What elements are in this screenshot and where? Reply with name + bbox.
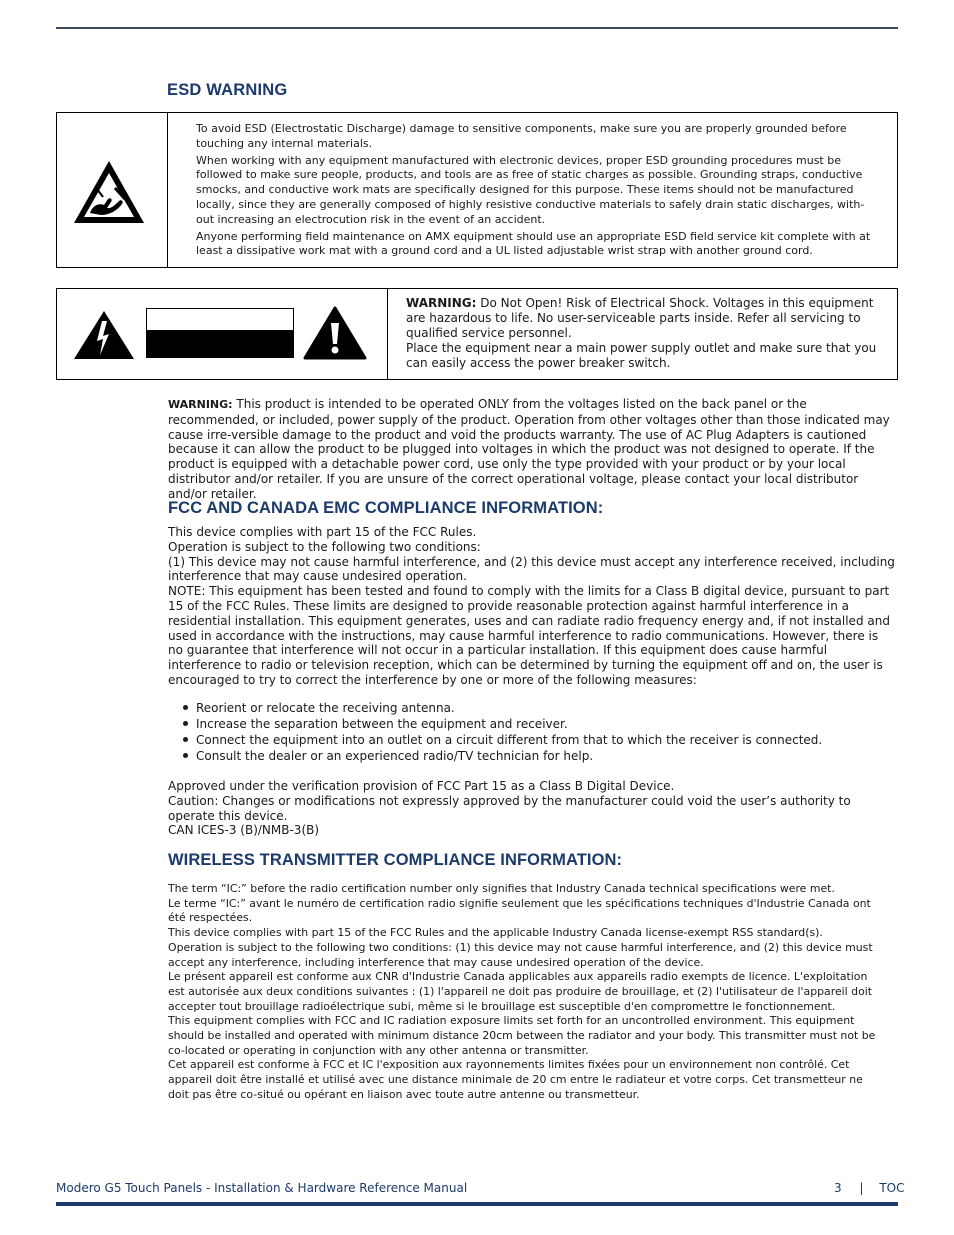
list-item <box>168 700 896 716</box>
wireless-heading: WIRELESS TRANSMITTER COMPLIANCE INFORMATION: <box>168 851 623 869</box>
fcc-approval-line: Caution: Changes or modifications not expressly approved by the manufacturer could void the user’s authority to operate this device. <box>168 793 851 823</box>
fcc-approval-line: CAN ICES-3 (B)/NMB-3(B) <box>168 823 320 838</box>
esd-paragraph: To avoid ESD (Electrostatic Discharge) damage to sensitive components, make sure you are properly grounded before touching any internal materials. <box>196 122 847 150</box>
fcc-approval-line: Approved under the verification provision of FCC Part 15 as a Class B Digital Device. <box>168 779 675 793</box>
esd-warning-box <box>56 112 898 268</box>
wireless-line: This equipment complies with FCC and IC radiation exposure limits set forth for an uncontrolled environment. This equipment should be installed and operated with minimum distance 20cm between the radiator and your body. This transmitter must not be co-located or operating in conjunction with any other antenna or transmitter. <box>168 1014 876 1057</box>
warning-label-inner <box>147 309 293 330</box>
esd-warning-icon <box>57 113 167 267</box>
fcc-measures-list <box>168 700 896 764</box>
power-warning <box>168 397 896 502</box>
toc-link[interactable]: TOC <box>879 1181 905 1195</box>
esd-paragraph: Anyone performing field maintenance on AMX equipment should use an appropriate ESD field service kit complete with at least a dissipative work mat with a ground cord and a UL listed adjustable wrist strap with another ground cord. <box>196 229 871 258</box>
footer-title: Modero G5 Touch Panels - Installation & Hardware Reference Manual <box>56 1181 468 1195</box>
shock-warning-text: Do Not Open! Risk of Electrical Shock. Voltages in this equipment are hazardous to life. No user-serviceable parts inside. Refer all servicing to qualified service personnel. <box>406 296 874 340</box>
footer-nav <box>834 1181 905 1195</box>
list-item-text: Reorient or relocate the receiving antenna. <box>196 701 455 715</box>
bottom-rule <box>56 1202 898 1206</box>
fcc-approval-text <box>168 779 896 838</box>
list-item <box>168 732 896 748</box>
esd-text <box>196 122 878 261</box>
fcc-heading: FCC AND CANADA EMC COMPLIANCE INFORMATION: <box>168 499 604 517</box>
bullet-icon <box>183 721 188 726</box>
wireless-line: This device complies with part 15 of the FCC Rules and the applicable Industry Canada license-exempt RSS standard(s). Operation is subject to the following two conditions: (1) this device may not cause harmful interference, and (2) this device must accept any interference, including interference that may cause undesired operation of the device. <box>168 926 873 969</box>
wireless-line: Le terme “IC:” avant le numéro de certification radio signifie seulement que les spécifications techniques d'Industrie Canada ont été respectées. <box>168 896 871 925</box>
list-item <box>168 748 896 764</box>
shock-warning-line <box>406 296 884 341</box>
bullet-icon <box>183 705 188 710</box>
list-item <box>168 716 896 732</box>
page-number: 3 <box>834 1181 842 1195</box>
fcc-line: This device complies with part 15 of the FCC Rules. <box>168 525 477 539</box>
wireless-line: The term “IC:” before the radio certification number only signifies that Industry Canada technical specifications were met. <box>168 882 835 895</box>
bullet-icon <box>183 753 188 758</box>
fcc-line: NOTE: This equipment has been tested and found to comply with the limits for a Class B digital device, pursuant to part 15 of the FCC Rules. These limits are designed to provide reasonable protection against harmful interference in a residential installation. This equipment generates, uses and can radiate radio frequency energy and, if not installed and used in accordance with the instructions, may cause harmful interference to radio communications. However, there is no guarantee that interference will not occur in a particular installation. If this equipment does cause harmful interference to radio or television reception, which can be determined by turning the equipment off and on, the user is encouraged to try to correct the interference by one or more of the following measures: <box>168 584 890 687</box>
list-item-text: Connect the equipment into an outlet on a circuit different from that to which the receiver is connected. <box>196 733 823 747</box>
bullet-icon <box>183 737 188 742</box>
power-warning-label: WARNING: <box>168 398 233 411</box>
esd-paragraph: When working with any equipment manufactured with electronic devices, proper ESD grounding procedures must be followed to make sure people, products, and tools are as free of static charges as possible. Grounding straps, conductive smocks, and conductive work mats are specifically designed for this purpose. These items should not be manufactured locally, since they are generally composed of highly resistive conductive materials to safely drain static discharges, with-out increasing an electrocution risk in the event of an accident. <box>196 153 865 226</box>
fcc-line: Operation is subject to the following two conditions: <box>168 539 481 554</box>
fcc-text <box>168 525 896 688</box>
list-item-text: Consult the dealer or an experienced radio/TV technician for help. <box>196 749 594 763</box>
footer-separator: | <box>859 1181 864 1195</box>
shock-placement-text: Place the equipment near a main power supply outlet and make sure that you can easily access the power breaker switch. <box>406 340 877 370</box>
esd-heading: ESD WARNING <box>167 81 288 99</box>
power-warning-text: This product is intended to be operated ONLY from the voltages listed on the back panel or the recommended, or included, power supply of the product. Operation from other voltages other than those indicated may cause irre-versible damage to the product and void the products warranty. The use of AC Plug Adapters is cautioned because it can allow the product to be plugged into voltages in which the product was not designed to operate. If the product is equipped with a detachable power cord, use only the type provided with your product or by your local distributor and/or retailer. If you are unsure of the correct operational voltage, please contact your local distributor and/or retailer. <box>168 397 890 501</box>
wireless-line: Cet appareil est conforme à FCC et IC l'exposition aux rayonnements limites fixées pour un environnement non contrôlé. Cet appareil doit être installé et utilisé avec une distance minimale de 20 cm entre le radiateur et votre corps. Cet transmetteur ne doit pas être co-situé ou opérant en liaison avec toute autre antenne ou transmetteur. <box>168 1058 863 1101</box>
top-rule <box>56 27 898 29</box>
warning-label-strip <box>146 308 294 358</box>
fcc-line: (1) This device may not cause harmful interference, and (2) this device must accept any interference received, including interference that may cause undesired operation. <box>168 554 895 584</box>
shock-warning-label: WARNING: <box>406 296 477 310</box>
wireless-text <box>168 882 880 1103</box>
esd-icon-cell <box>57 113 168 267</box>
shock-warning-box <box>56 288 898 380</box>
lightning-warning-icon <box>72 309 136 361</box>
shock-icon-cell <box>57 289 388 379</box>
list-item-text: Increase the separation between the equipment and receiver. <box>196 717 568 731</box>
exclamation-warning-icon <box>303 306 367 360</box>
wireless-line: Le présent appareil est conforme aux CNR d'Industrie Canada applicables aux appareils radio exempts de licence. L'exploitation est autorisée aux deux conditions suivantes : (1) l'appareil ne doit pas produire de brouillage, et (2) l'utilisateur de l'appareil doit accepter tout brouillage radioélectrique subi, même si le brouillage est susceptible d'en compromettre le fonctionnement. <box>168 970 873 1013</box>
shock-text <box>406 296 884 371</box>
